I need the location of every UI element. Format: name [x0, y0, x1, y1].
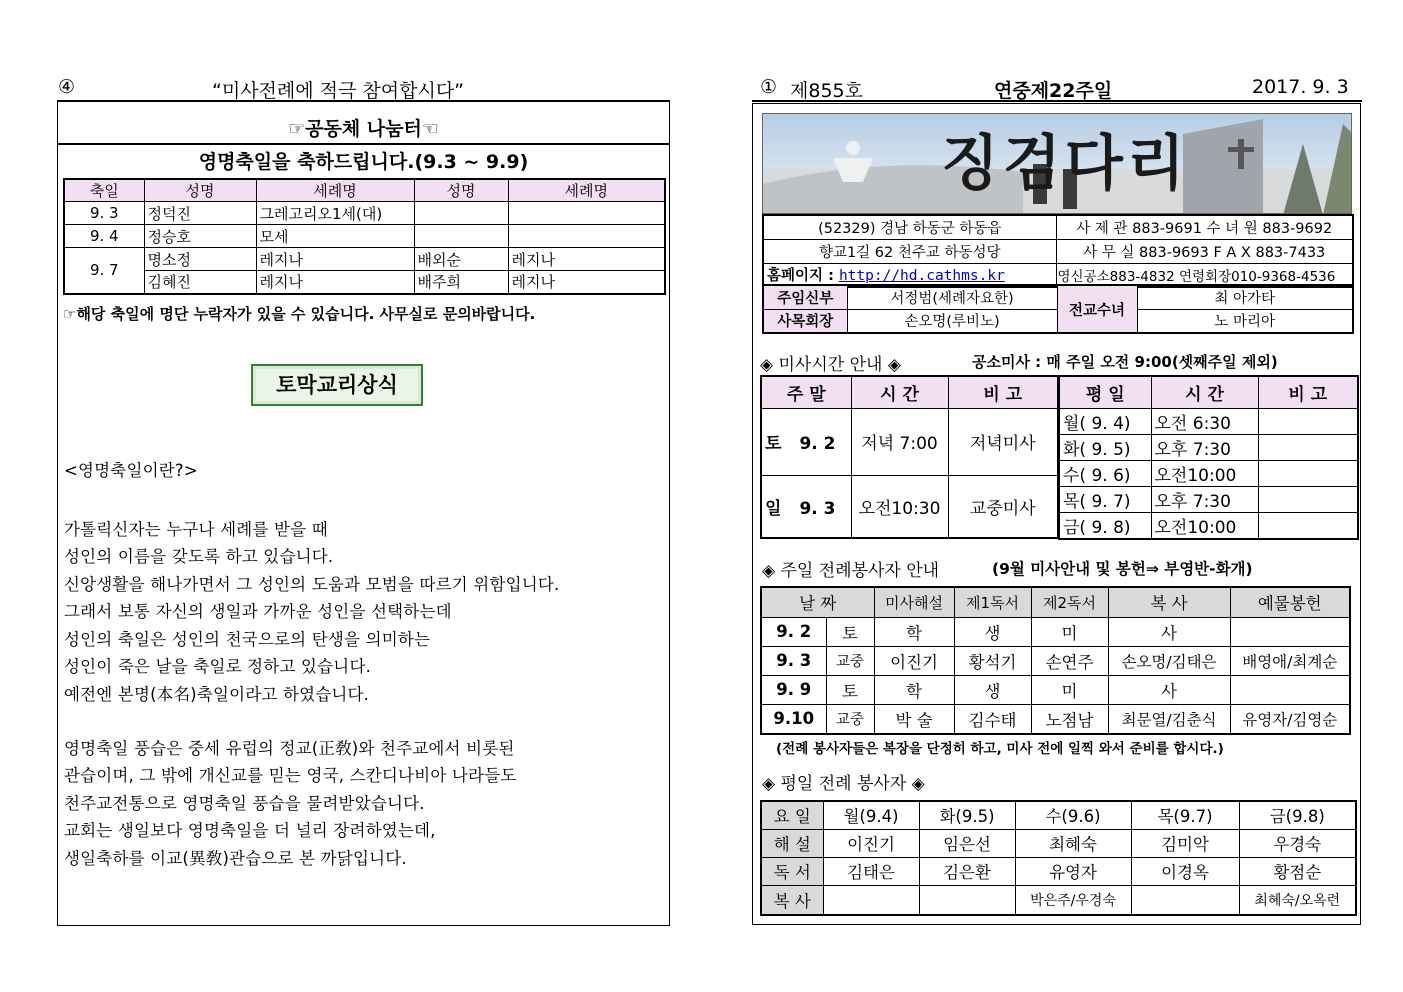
- weekday-server-name: 최혜숙/오옥련: [1239, 885, 1356, 915]
- server-altar: 사: [1108, 675, 1230, 704]
- table-row: [761, 704, 1350, 734]
- feast-col-date: 축일: [64, 179, 144, 202]
- feast-table: [63, 178, 666, 295]
- weekday-note: [1258, 512, 1358, 539]
- table-row: [761, 829, 1356, 857]
- contact-line1: 사 제 관 883-9691 수 녀 원 883-9692: [1056, 215, 1353, 239]
- mission-mass-note: 공소미사 : 매 주일 오전 9:00(셋째주일 제외): [972, 353, 1278, 371]
- weekday-server-name: 이진기: [823, 829, 919, 857]
- feast-col-baptism: 세례명: [256, 179, 414, 202]
- weekday-server-name: 김태은: [823, 857, 919, 885]
- table-row: [761, 617, 1350, 646]
- homepage-label: 홈페이지 :: [767, 268, 839, 285]
- server-type: 토: [826, 617, 874, 646]
- council-label: 사목회장: [763, 309, 847, 333]
- weekday-server-name: 우경숙: [1239, 829, 1356, 857]
- paragraph-line: 성인의 축일은 성인의 천국으로의 탄생을 의미하는: [64, 630, 431, 649]
- paragraph-line: 신앙생활을 해나가면서 그 성인의 도움과 모범을 따르기 위함입니다.: [64, 575, 560, 594]
- table-row: [1059, 460, 1358, 486]
- weekday-server-role: 복 사: [761, 885, 823, 915]
- weekend-day-cell: [761, 475, 851, 538]
- weekday-server-col-tue: 화(9.5): [919, 801, 1015, 829]
- paragraph-line: 영명축일 풍습은 중세 유럽의 정교(正敎)와 천주교에서 비롯된: [64, 739, 515, 758]
- weekend-col-day: 주 말: [761, 376, 851, 408]
- weekday-time: 오전10:00: [1151, 460, 1258, 486]
- weekend-col-time: 시 간: [851, 376, 948, 408]
- feast-date: 9. 7: [64, 248, 144, 294]
- paragraph-line: 예전엔 본명(本名)축일이라고 하였습니다.: [64, 685, 370, 704]
- server-col-reading2: 제2독서: [1031, 587, 1108, 617]
- weekday-col-day: 평 일: [1059, 376, 1151, 408]
- weekday-day: 월( 9. 4): [1059, 408, 1151, 434]
- server-date: 9. 9: [761, 675, 826, 704]
- server-note: (전례 봉사자들은 복장을 단정히 하고, 미사 전에 일찍 와서 준비를 합시다.): [776, 741, 1224, 757]
- feast-name: 배외순: [414, 248, 508, 271]
- weekday-server-name: 황점순: [1239, 857, 1356, 885]
- weekday-time: 오후 7:30: [1151, 486, 1258, 512]
- table-row: [1059, 512, 1358, 539]
- weekday-server-name: 김은환: [919, 857, 1015, 885]
- weekday-server-col-mon: 월(9.4): [823, 801, 919, 829]
- server-commentary: 학: [874, 617, 954, 646]
- server-type: 토: [826, 675, 874, 704]
- server-offering: [1230, 675, 1350, 704]
- table-row: [761, 885, 1356, 915]
- server-reading2: 손연주: [1031, 646, 1108, 675]
- address-line2: 향교1길 62 천주교 하동성당: [763, 239, 1056, 263]
- feast-baptism: [508, 202, 665, 225]
- weekday-time: 오전 6:30: [1151, 408, 1258, 434]
- table-row: [761, 675, 1350, 704]
- homepage-link[interactable]: http://hd.cathms.kr: [838, 268, 1005, 285]
- server-date: 9.10: [761, 704, 826, 734]
- table-row: [1059, 408, 1358, 434]
- feast-name: [414, 202, 508, 225]
- address-line1: (52329) 경남 하동군 하동읍: [763, 215, 1056, 239]
- table-row: [761, 408, 1058, 475]
- community-rule: [58, 143, 669, 145]
- motto: “미사전례에 적극 참여합시다”: [212, 80, 465, 102]
- weekday-mass-table: [1058, 375, 1359, 540]
- server-section-sub: (9월 미사안내 및 봉헌⇒ 부영반-화개): [992, 560, 1253, 578]
- paragraph-line: 천주교전통으로 영명축일 풍습을 물려받았습니다.: [64, 794, 425, 813]
- page-number-right: ①: [760, 76, 778, 98]
- weekday-note: [1258, 434, 1358, 460]
- sister-name-2: 노 마리아: [1137, 309, 1353, 333]
- weekday-server-col-wed: 수(9.6): [1015, 801, 1131, 829]
- paragraph-line: 성인의 이름을 갖도록 하고 있습니다.: [64, 547, 334, 566]
- weekday-day: 수( 9. 6): [1059, 460, 1151, 486]
- weekend-date: 9. 2: [799, 434, 836, 454]
- feast-baptism: 모세: [256, 225, 414, 248]
- feast-date: 9. 3: [64, 202, 144, 225]
- weekday-server-name: 최혜숙: [1015, 829, 1131, 857]
- weekday-day: 목( 9. 7): [1059, 486, 1151, 512]
- table-row: [64, 248, 665, 271]
- page-number-left: ④: [58, 76, 76, 98]
- table-row: [761, 646, 1350, 675]
- weekday-server-role: 독 서: [761, 857, 823, 885]
- server-altar: 최문열/김춘식: [1108, 704, 1230, 734]
- server-date: 9. 2: [761, 617, 826, 646]
- weekday-server-name: 김미악: [1131, 829, 1239, 857]
- weekend-col-note: 비 고: [948, 376, 1058, 408]
- feast-name: 정덕진: [144, 202, 256, 225]
- server-offering: [1230, 617, 1350, 646]
- feast-baptism: [508, 225, 665, 248]
- weekend-day: 일: [765, 498, 782, 519]
- feast-heading: 영명축일을 축하드립니다.(9.3 ~ 9.9): [198, 151, 529, 173]
- weekday-col-time: 시 간: [1151, 376, 1258, 408]
- server-commentary: 박 술: [874, 704, 954, 734]
- server-altar: 손오명/김태은: [1108, 646, 1230, 675]
- council-name: 손오명(루비노): [847, 309, 1057, 333]
- server-reading1: 김수태: [954, 704, 1031, 734]
- weekday-server-name: [823, 885, 919, 915]
- server-col-date: 날 짜: [761, 587, 874, 617]
- feast-baptism: 그레고리오1세(대): [256, 202, 414, 225]
- weekday-time: 오전10:00: [1151, 512, 1258, 539]
- feast-name: 명소정: [144, 248, 256, 271]
- server-offering: 배영애/최계순: [1230, 646, 1350, 675]
- weekday-server-col-fri: 금(9.8): [1239, 801, 1356, 829]
- table-row: [64, 271, 665, 294]
- table-row: [1059, 486, 1358, 512]
- parish-info-table: [762, 214, 1354, 288]
- weekend-date: 9. 3: [799, 498, 836, 519]
- feast-name: [414, 225, 508, 248]
- table-row: [1059, 434, 1358, 460]
- server-col-commentary: 미사해설: [874, 587, 954, 617]
- mass-section-title: ◈ 미사시간 안내 ◈: [760, 355, 901, 375]
- omission-note: ☞해당 축일에 명단 누락자가 있을 수 있습니다. 사무실로 문의바랍니다.: [63, 305, 536, 323]
- server-reading2: 노점남: [1031, 704, 1108, 734]
- weekday-server-col-thu: 목(9.7): [1131, 801, 1239, 829]
- feast-baptism: 레지나: [256, 271, 414, 294]
- feast-header-row: [64, 179, 665, 202]
- server-reading2: 미: [1031, 675, 1108, 704]
- contact-line3: 영신공소883-4832 연령회장010-9368-4536: [1056, 263, 1353, 287]
- sunday-server-table: [760, 586, 1351, 735]
- weekday-server-name: 유영자: [1015, 857, 1131, 885]
- server-offering: 유영자/김영순: [1230, 704, 1350, 734]
- banner-title: 징검다리: [941, 129, 1189, 199]
- server-reading1: 생: [954, 675, 1031, 704]
- weekday-note: [1258, 408, 1358, 434]
- question-heading: <영명축일이란?>: [64, 461, 198, 480]
- server-altar: 사: [1108, 617, 1230, 646]
- staff-table: [762, 284, 1354, 334]
- sister-label: 전교수녀: [1057, 285, 1137, 333]
- feast-date: 9. 4: [64, 225, 144, 248]
- table-row: [761, 475, 1058, 538]
- weekend-mass-table: [760, 375, 1059, 539]
- feast-name: 배주희: [414, 271, 508, 294]
- server-type: 교중: [826, 646, 874, 675]
- server-reading2: 미: [1031, 617, 1108, 646]
- weekday-server-col-role: 요 일: [761, 801, 823, 829]
- server-col-offering: 예물봉헌: [1230, 587, 1350, 617]
- paragraph-line: 가톨릭신자는 누구나 세례를 받을 때: [64, 520, 328, 539]
- server-commentary: 이진기: [874, 646, 954, 675]
- weekday-server-name: 임은선: [919, 829, 1015, 857]
- feast-baptism: 레지나: [256, 248, 414, 271]
- paragraph-line: 관습이며, 그 밖에 개신교를 믿는 영국, 스칸디나비아 나라들도: [64, 766, 517, 785]
- server-date: 9. 3: [761, 646, 826, 675]
- banner: [762, 113, 1352, 214]
- paragraph-line: 교회는 생일보다 영명축일을 더 널리 장려하였는데,: [64, 821, 436, 840]
- catechism-title-box: 토막교리상식: [251, 364, 423, 406]
- server-col-altar: 복 사: [1108, 587, 1230, 617]
- server-col-reading1: 제1독서: [954, 587, 1031, 617]
- feast-name: 김혜진: [144, 271, 256, 294]
- weekday-server-name: [1131, 885, 1239, 915]
- weekday-day: 금( 9. 8): [1059, 512, 1151, 539]
- community-title: ☞공동체 나눔터☜: [288, 118, 439, 140]
- server-reading1: 생: [954, 617, 1031, 646]
- feast-baptism: 레지나: [508, 248, 665, 271]
- weekday-col-note: 비 고: [1258, 376, 1358, 408]
- server-commentary: 학: [874, 675, 954, 704]
- feast-col-name2: 성명: [414, 179, 508, 202]
- weekday-note: [1258, 486, 1358, 512]
- weekend-note: 저녁미사: [948, 408, 1058, 475]
- feast-name: 정승호: [144, 225, 256, 248]
- weekend-day-cell: [761, 408, 851, 475]
- weekday-server-name: [919, 885, 1015, 915]
- weekday-server-name: 이경옥: [1131, 857, 1239, 885]
- pastor-name: 서정범(세례자요한): [847, 285, 1057, 309]
- server-section-title: ◈ 주일 전례봉사자 안내: [762, 561, 940, 581]
- sister-name-1: 최 아가타: [1137, 285, 1353, 309]
- weekday-day: 화( 9. 5): [1059, 434, 1151, 460]
- pastor-label: 주임신부: [763, 285, 847, 309]
- table-row: [761, 857, 1356, 885]
- contact-line2: 사 무 실 883-9693 F A X 883-7433: [1056, 239, 1353, 263]
- weekday-time: 오후 7:30: [1151, 434, 1258, 460]
- table-row: [64, 225, 665, 248]
- header-rule-right: [752, 100, 1362, 102]
- issue-number: 제855호: [790, 80, 863, 102]
- weekend-day: 토: [765, 434, 782, 454]
- feast-col-name: 성명: [144, 179, 256, 202]
- weekday-server-table: [760, 800, 1357, 916]
- weekend-time: 저녁 7:00: [851, 408, 948, 475]
- weekend-note: 교중미사: [948, 475, 1058, 538]
- feast-col-baptism2: 세례명: [508, 179, 665, 202]
- weekday-server-title: ◈ 평일 전례 봉사자 ◈: [762, 774, 925, 794]
- sunday-title: 연중제22주일: [994, 80, 1113, 102]
- server-type: 교중: [826, 704, 874, 734]
- server-reading1: 황석기: [954, 646, 1031, 675]
- weekday-note: [1258, 460, 1358, 486]
- feast-baptism: 레지나: [508, 271, 665, 294]
- issue-date: 2017. 9. 3: [1252, 76, 1349, 98]
- table-row: [64, 202, 665, 225]
- paragraph-line: 생일축하를 이교(異敎)관습으로 본 까닭입니다.: [64, 849, 407, 868]
- weekday-server-role: 해 설: [761, 829, 823, 857]
- paragraph-line: 성인이 죽은 날을 축일로 정하고 있습니다.: [64, 657, 372, 676]
- paragraph-line: 그래서 보통 자신의 생일과 가까운 성인을 선택하는데: [64, 602, 452, 621]
- weekday-server-name: 박은주/우경숙: [1015, 885, 1131, 915]
- weekend-time: 오전10:30: [851, 475, 948, 538]
